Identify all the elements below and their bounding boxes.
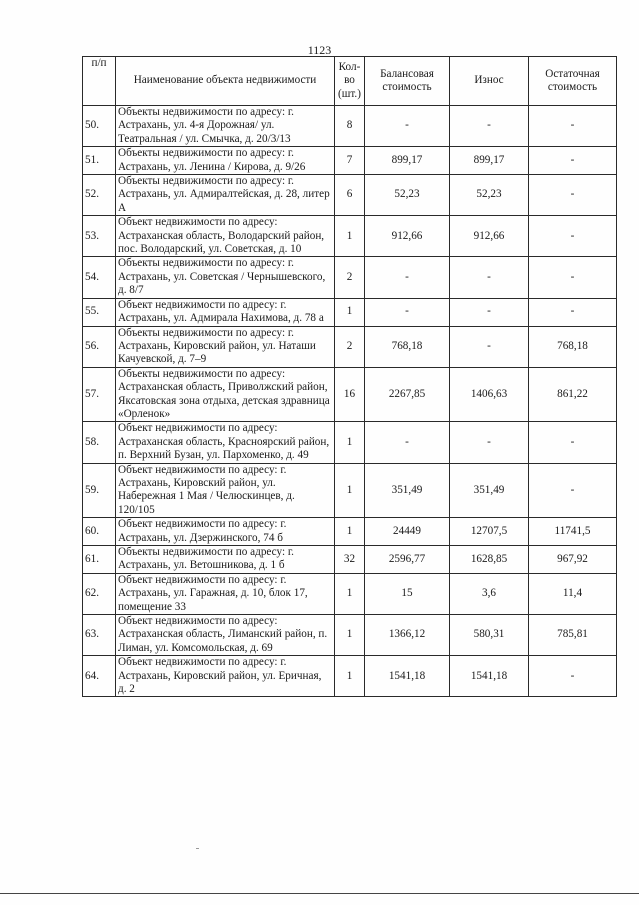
table-row <box>83 175 617 216</box>
cell-residual: - <box>529 463 617 518</box>
cell-name: Объект недвижимости по адресу: Астраханская область, Красноярский район, п. Верхний Бузан, ул. Пархоменко, д. 49 <box>116 422 335 463</box>
cell-depreciation: 899,17 <box>450 147 529 175</box>
cell-balance: 899,17 <box>365 147 450 175</box>
cell-num: 52. <box>83 175 116 216</box>
cell-qty: 1 <box>335 216 365 257</box>
cell-balance: - <box>365 257 450 298</box>
cell-qty: 1 <box>335 422 365 463</box>
cell-balance: - <box>365 422 450 463</box>
cell-balance: 24449 <box>365 518 450 546</box>
cell-residual: - <box>529 175 617 216</box>
cell-qty: 1 <box>335 656 365 697</box>
cell-balance: - <box>365 298 450 326</box>
cell-name: Объекты недвижимости по адресу: г. Астрахань, ул. 4-я Дорожная/ ул. Театральная / ул. Смычка, д. 20/3/13 <box>116 106 335 147</box>
cell-balance: 912,66 <box>365 216 450 257</box>
cell-residual: - <box>529 422 617 463</box>
cell-name: Объекты недвижимости по адресу: Астраханская область, Приволжский район, Яксатовская зона отдыха, детская здравница «Орленок» <box>116 367 335 422</box>
cell-qty: 32 <box>335 546 365 574</box>
table-row <box>83 326 617 367</box>
cell-num: 64. <box>83 656 116 697</box>
cell-depreciation: - <box>450 257 529 298</box>
table-row <box>83 546 617 574</box>
cell-qty: 1 <box>335 573 365 614</box>
cell-qty: 1 <box>335 298 365 326</box>
property-table <box>82 56 617 697</box>
cell-name: Объекты недвижимости по адресу: г. Астрахань, Кировский район, ул. Наташи Качуевской, д. 7–9 <box>116 326 335 367</box>
table-row <box>83 573 617 614</box>
cell-qty: 1 <box>335 615 365 656</box>
cell-depreciation: 1406,63 <box>450 367 529 422</box>
cell-depreciation: 3,6 <box>450 573 529 614</box>
cell-residual: 861,22 <box>529 367 617 422</box>
cell-residual: - <box>529 216 617 257</box>
cell-depreciation: - <box>450 106 529 147</box>
cell-name: Объект недвижимости по адресу: г. Астрахань, ул. Адмирала Нахимова, д. 78 а <box>116 298 335 326</box>
cell-residual: - <box>529 147 617 175</box>
table-row <box>83 106 617 147</box>
cell-num: 56. <box>83 326 116 367</box>
header-qty: Кол-во (шт.) <box>335 57 365 106</box>
table-row <box>83 257 617 298</box>
page-number: 1123 <box>307 43 332 57</box>
cell-num: 55. <box>83 298 116 326</box>
cell-qty: 1 <box>335 518 365 546</box>
table-row <box>83 422 617 463</box>
cell-balance: 768,18 <box>365 326 450 367</box>
cell-name: Объект недвижимости по адресу: г. Астрахань, ул. Гаражная, д. 10, блок 17, помещение 33 <box>116 573 335 614</box>
scan-mark <box>196 848 199 849</box>
table-header-row <box>83 57 617 106</box>
cell-residual: 11,4 <box>529 573 617 614</box>
header-name: Наименование объекта недвижимости <box>116 57 335 106</box>
cell-depreciation: - <box>450 422 529 463</box>
cell-qty: 6 <box>335 175 365 216</box>
cell-num: 53. <box>83 216 116 257</box>
cell-depreciation: 912,66 <box>450 216 529 257</box>
cell-num: 60. <box>83 518 116 546</box>
table-row <box>83 615 617 656</box>
cell-balance: 1541,18 <box>365 656 450 697</box>
cell-name: Объекты недвижимости по адресу: г. Астрахань, ул. Ленина / Кирова, д. 9/26 <box>116 147 335 175</box>
header-balance: Балансовая стоимость <box>365 57 450 106</box>
cell-residual: - <box>529 298 617 326</box>
cell-balance: 351,49 <box>365 463 450 518</box>
cell-num: 51. <box>83 147 116 175</box>
cell-name: Объекты недвижимости по адресу: г. Астрахань, ул. Советская / Чернышевского, д. 8/7 <box>116 257 335 298</box>
table-row <box>83 518 617 546</box>
cell-residual: - <box>529 106 617 147</box>
cell-qty: 2 <box>335 326 365 367</box>
cell-name: Объекты недвижимости по адресу: г. Астрахань, ул. Ветошникова, д. 1 б <box>116 546 335 574</box>
cell-residual: 967,92 <box>529 546 617 574</box>
header-depreciation: Износ <box>450 57 529 106</box>
cell-qty: 1 <box>335 463 365 518</box>
cell-name: Объект недвижимости по адресу: Астраханская область, Володарский район, пос. Володарский, ул. Советская, д. 10 <box>116 216 335 257</box>
cell-num: 57. <box>83 367 116 422</box>
table-row <box>83 367 617 422</box>
table-row <box>83 656 617 697</box>
cell-balance: 52,23 <box>365 175 450 216</box>
cell-depreciation: 351,49 <box>450 463 529 518</box>
table-row <box>83 463 617 518</box>
cell-balance: 1366,12 <box>365 615 450 656</box>
cell-residual: 11741,5 <box>529 518 617 546</box>
cell-name: Объект недвижимости по адресу: г. Астрахань, ул. Дзержинского, 74 б <box>116 518 335 546</box>
cell-balance: - <box>365 106 450 147</box>
cell-name: Объекты недвижимости по адресу: г. Астрахань, ул. Адмиралтейская, д. 28, литер А <box>116 175 335 216</box>
cell-name: Объект недвижимости по адресу: г. Астрахань, Кировский район, ул. Набережная 1 Мая / Челюскинцев, д. 120/105 <box>116 463 335 518</box>
cell-residual: 785,81 <box>529 615 617 656</box>
table-row <box>83 147 617 175</box>
table-row <box>83 216 617 257</box>
cell-qty: 7 <box>335 147 365 175</box>
cell-num: 50. <box>83 106 116 147</box>
cell-depreciation: 52,23 <box>450 175 529 216</box>
cell-depreciation: - <box>450 326 529 367</box>
cell-num: 62. <box>83 573 116 614</box>
cell-balance: 15 <box>365 573 450 614</box>
cell-qty: 2 <box>335 257 365 298</box>
table-row <box>83 298 617 326</box>
header-residual: Остаточная стоимость <box>529 57 617 106</box>
cell-qty: 8 <box>335 106 365 147</box>
header-num: п/п <box>83 57 116 106</box>
cell-depreciation: 1541,18 <box>450 656 529 697</box>
cell-num: 54. <box>83 257 116 298</box>
cell-residual: 768,18 <box>529 326 617 367</box>
cell-balance: 2267,85 <box>365 367 450 422</box>
bottom-rule <box>0 893 639 894</box>
cell-residual: - <box>529 257 617 298</box>
cell-residual: - <box>529 656 617 697</box>
cell-num: 63. <box>83 615 116 656</box>
cell-depreciation: 12707,5 <box>450 518 529 546</box>
cell-name: Объект недвижимости по адресу: г. Астрахань, Кировский район, ул. Еричная, д. 2 <box>116 656 335 697</box>
cell-qty: 16 <box>335 367 365 422</box>
cell-depreciation: - <box>450 298 529 326</box>
cell-num: 61. <box>83 546 116 574</box>
cell-depreciation: 580,31 <box>450 615 529 656</box>
cell-balance: 2596,77 <box>365 546 450 574</box>
cell-name: Объект недвижимости по адресу: Астраханская область, Лиманский район, п. Лиман, ул. Комсомольская, д. 69 <box>116 615 335 656</box>
cell-num: 58. <box>83 422 116 463</box>
cell-num: 59. <box>83 463 116 518</box>
cell-depreciation: 1628,85 <box>450 546 529 574</box>
